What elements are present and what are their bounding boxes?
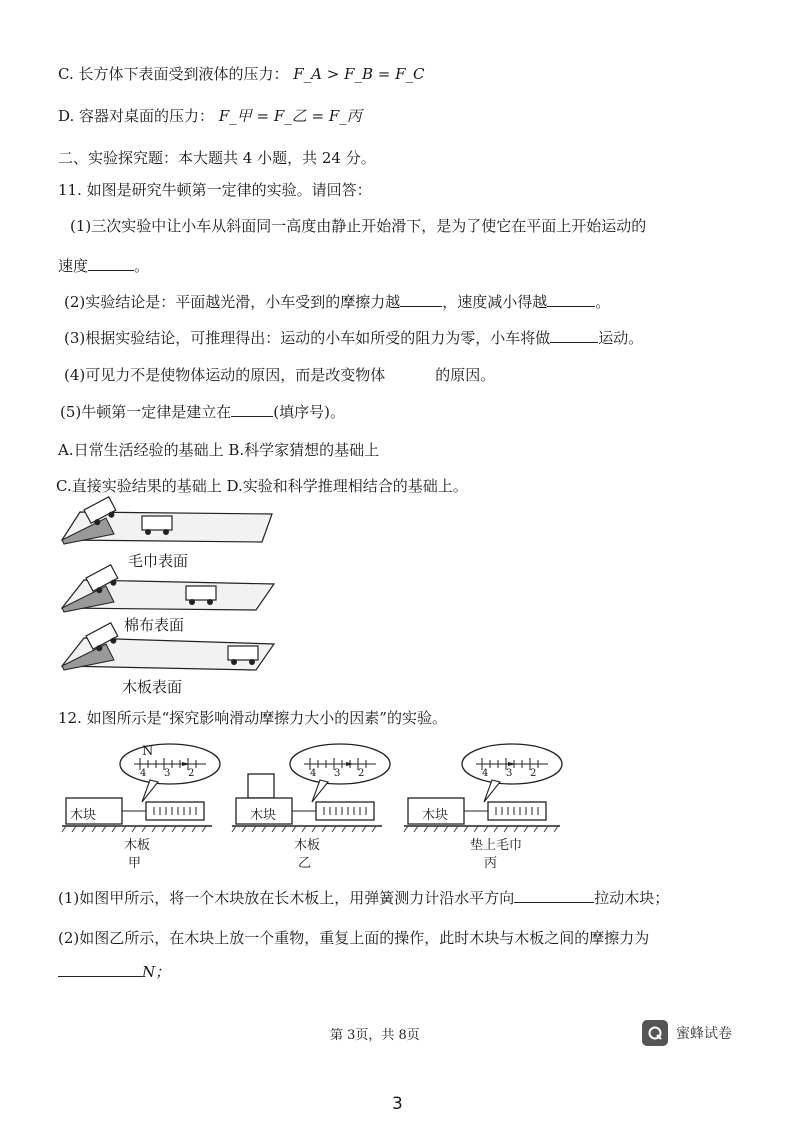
block-label: 木块	[422, 808, 449, 823]
q11-part4-text: (4)可见力不是使物体运动的原因，而是改变物体	[64, 366, 386, 384]
section-title: 二、实验探究题：本大题共 4 小题，共 24 分。	[58, 149, 376, 167]
q11-part4	[64, 365, 495, 385]
logo-icon	[642, 1020, 668, 1046]
gauge-tick-label: 3	[334, 768, 341, 779]
answer-blank[interactable]	[58, 962, 142, 977]
q12-part1-text: (1)如图甲所示，将一个木块放在长木板上，用弹簧测力计沿水平方向	[58, 889, 515, 907]
q12-part1-end: 拉动木块；	[594, 889, 670, 907]
page-number: 3	[392, 1094, 403, 1114]
q11-part2-mid: ，速度减小得越	[442, 293, 548, 311]
q11-part1-text: 速度	[58, 257, 89, 275]
surface-label-towel: 毛巾表面	[128, 552, 189, 570]
q12-stem: 12. 如图所示是“探究影响滑动摩擦力大小的因素”的实验。	[58, 709, 447, 727]
gauge-tick-label: 2	[530, 768, 537, 779]
option-c-formula: F_A > F_B = F_C	[293, 65, 425, 83]
gauge-tick-label: 3	[506, 768, 513, 779]
page-info: 第 3页，共 8页	[330, 1028, 420, 1043]
gauge-tick-label: 4	[140, 768, 147, 779]
incline-figure-wood	[60, 630, 280, 680]
setup-jia-name: 甲	[128, 856, 142, 871]
q11-part1-end: 。	[134, 257, 150, 275]
q11-part1-line1: (1)三次实验中让小车从斜面同一高度由静止开始滑下，是为了使它在平面上开始运动的	[70, 217, 647, 235]
answer-blank[interactable]	[514, 888, 594, 903]
answer-blank[interactable]	[231, 402, 273, 417]
q11-part5	[60, 402, 345, 422]
setup-bing-surface: 垫上毛巾	[470, 838, 523, 853]
setup-bing-name: 丙	[484, 856, 498, 871]
option-c	[58, 64, 425, 84]
setup-yi-surface: 木板	[294, 838, 321, 853]
q11-part1-line2	[58, 256, 149, 276]
q11-part5-text: (5)牛顿第一定律是建立在	[60, 403, 232, 421]
publisher-logo	[642, 1020, 732, 1046]
q-mark-icon	[647, 1025, 663, 1041]
answer-blank[interactable]	[547, 292, 595, 307]
answer-blank[interactable]	[400, 292, 442, 307]
answer-blank[interactable]	[550, 328, 598, 343]
q11-stem: 11. 如图是研究牛顿第一定律的实验。请回答：	[58, 181, 372, 199]
gauge-tick-label: 2	[188, 768, 195, 779]
setup-yi-name: 乙	[298, 856, 312, 871]
option-d-label: D. 容器对桌面的压力：	[58, 107, 215, 125]
q11-options-cd: C.直接实验结果的基础上 D.实验和科学推理相结合的基础上。	[56, 477, 468, 495]
block-label: 木块	[250, 808, 277, 823]
option-d-formula: F_甲 = F_乙 = F_丙	[218, 107, 362, 125]
q11-options-ab: A.日常生活经验的基础上 B.科学家猜想的基础上	[58, 441, 380, 459]
logo-text: 蜜蜂试卷	[676, 1026, 732, 1042]
gauge-tick-label: 4	[482, 768, 489, 779]
gauge-tick-label: 2	[358, 768, 365, 779]
option-c-label: C. 长方体下表面受到液体的压力：	[58, 65, 289, 83]
q12-part2-unit: N；	[142, 963, 171, 981]
setup-jia-surface: 木板	[124, 838, 151, 853]
q11-part3	[64, 328, 643, 348]
q12-part2-answer	[58, 962, 170, 982]
q11-part2	[64, 292, 610, 312]
q12-part2: (2)如图乙所示，在木块上放一个重物，重复上面的操作，此时木块与木板之间的摩擦力为	[58, 929, 650, 947]
q12-part1	[58, 888, 669, 908]
gauge-tick-label: 4	[310, 768, 317, 779]
q11-part3-end: 运动。	[598, 329, 644, 347]
q11-part3-text: (3)根据实验结论，可推理得出：运动的小车如所受的阻力为零，小车将做	[64, 329, 551, 347]
q11-part5-end: (填序号)。	[273, 403, 345, 421]
block-label: 木块	[70, 808, 97, 823]
surface-label-cotton: 棉布表面	[124, 616, 185, 634]
q11-part2-end: 。	[595, 293, 611, 311]
option-d	[58, 106, 362, 126]
q11-part2-text: (2)实验结论是：平面越光滑，小车受到的摩擦力越	[64, 293, 401, 311]
answer-blank[interactable]	[88, 256, 134, 271]
q11-part4-end: 的原因。	[435, 366, 496, 384]
gauge-unit: N	[142, 744, 154, 759]
gauge-tick-label: 3	[164, 768, 171, 779]
surface-label-wood: 木板表面	[122, 678, 183, 696]
